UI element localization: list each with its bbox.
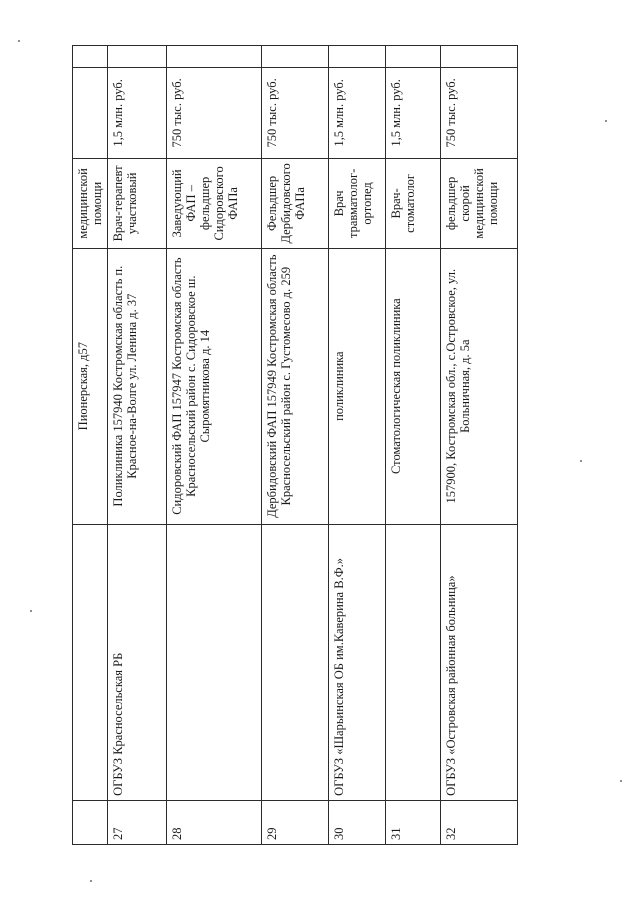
cell-extra [329,46,386,68]
cell-extra [386,46,441,68]
cell-salary: 1,5 млн. руб. [329,67,386,159]
cell-position: медицинской помощи [73,159,108,248]
cell-salary: 1,5 млн. руб. [386,67,441,159]
cell-position: Врач травматолог-ортопед [329,159,386,248]
scan-speck [90,880,92,882]
scan-speck [620,780,622,782]
cell-extra [167,46,262,68]
cell-number: 28 [167,800,262,844]
cell-organization: ОГБУЗ «Шарьинская ОБ им.Каверина В.Ф.» [329,524,386,800]
table-row [329,46,386,845]
table-row-continuation [73,46,108,845]
cell-organization [386,524,441,800]
cell-number: 30 [329,800,386,844]
cell-organization [262,524,329,800]
cell-address: Стоматологическая поликлиника [386,248,441,524]
cell-number: 31 [386,800,441,844]
cell-address: 157900, Костромская обл., с.Островское, ул. Больничная, д. 5а [441,248,518,524]
cell-position: Врач-терапевт участковый [108,159,167,248]
cell-organization [167,524,262,800]
cell-position: Врач-стоматолог [386,159,441,248]
cell-number [73,800,108,844]
cell-number: 27 [108,800,167,844]
table-row [386,46,441,845]
table-row [262,46,329,845]
cell-salary: 750 тыс. руб. [262,67,329,159]
cell-extra [108,46,167,68]
cell-position: Фельдшер Дербидовского ФАПа [262,159,329,248]
cell-position: фельдшер скорой медицинской помощи [441,159,518,248]
cell-salary [73,67,108,159]
cell-number: 29 [262,800,329,844]
cell-position: Заведующий ФАП – фельдшер Сидоровского ФАПа [167,159,262,248]
cell-salary: 750 тыс. руб. [167,67,262,159]
scan-speck [18,40,20,42]
cell-extra [73,46,108,68]
cell-address: Дербидовский ФАП 157949 Костромская область Красносельский район с. Густомесово д. 259 [262,248,329,524]
cell-extra [441,46,518,68]
table-row [108,46,167,845]
cell-organization [73,524,108,800]
cell-salary: 1,5 млн. руб. [108,67,167,159]
scan-speck [605,120,607,122]
cell-address: Поликлиника 157940 Костромская область п. Красное-на-Волге ул. Ленина д. 37 [108,248,167,524]
cell-organization: ОГБУЗ «Островская районная больница» [441,524,518,800]
cell-extra [262,46,329,68]
cell-address: Пионерская, д57 [73,248,108,524]
cell-address: поликлиника [329,248,386,524]
cell-address: Сидоровский ФАП 157947 Костромская область Красносельский район с. Сидоровское ш. Сыромятникова д. 14 [167,248,262,524]
scan-speck [30,610,32,612]
cell-salary: 750 тыс. руб. [441,67,518,159]
table-row [167,46,262,845]
cell-number: 32 [441,800,518,844]
vacancy-table [72,45,518,845]
table-row [441,46,518,845]
cell-organization: ОГБУЗ Красносельская РБ [108,524,167,800]
scan-speck [580,460,582,462]
